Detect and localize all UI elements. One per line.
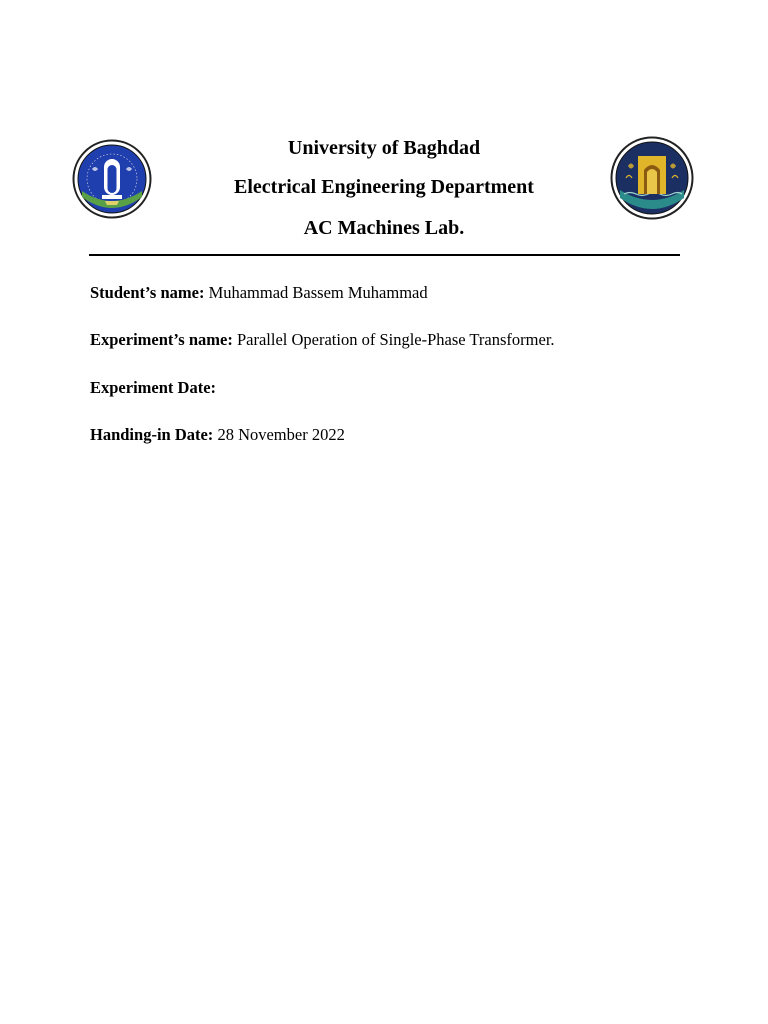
lab-title: AC Machines Lab.	[303, 217, 465, 239]
handing-in-date-value: 28 November 2022	[217, 425, 345, 444]
experiment-name-label: Experiment’s name:	[90, 330, 237, 349]
handing-in-date-label: Handing-in Date:	[90, 425, 218, 444]
student-name-row	[90, 282, 428, 304]
student-name-value: Muhammad Bassem Muhammad	[208, 283, 428, 302]
student-name-label: Student’s name:	[90, 283, 209, 302]
header-divider	[89, 254, 680, 256]
experiment-name-row	[90, 329, 555, 351]
handing-in-date-row	[90, 424, 345, 446]
experiment-date-row	[90, 377, 216, 399]
university-title: University of Baghdad	[287, 137, 481, 159]
experiment-date-label: Experiment Date:	[90, 378, 217, 397]
experiment-name-value: Parallel Operation of Single-Phase Transformer.	[236, 330, 555, 349]
department-title: Electrical Engineering Department	[234, 176, 534, 198]
